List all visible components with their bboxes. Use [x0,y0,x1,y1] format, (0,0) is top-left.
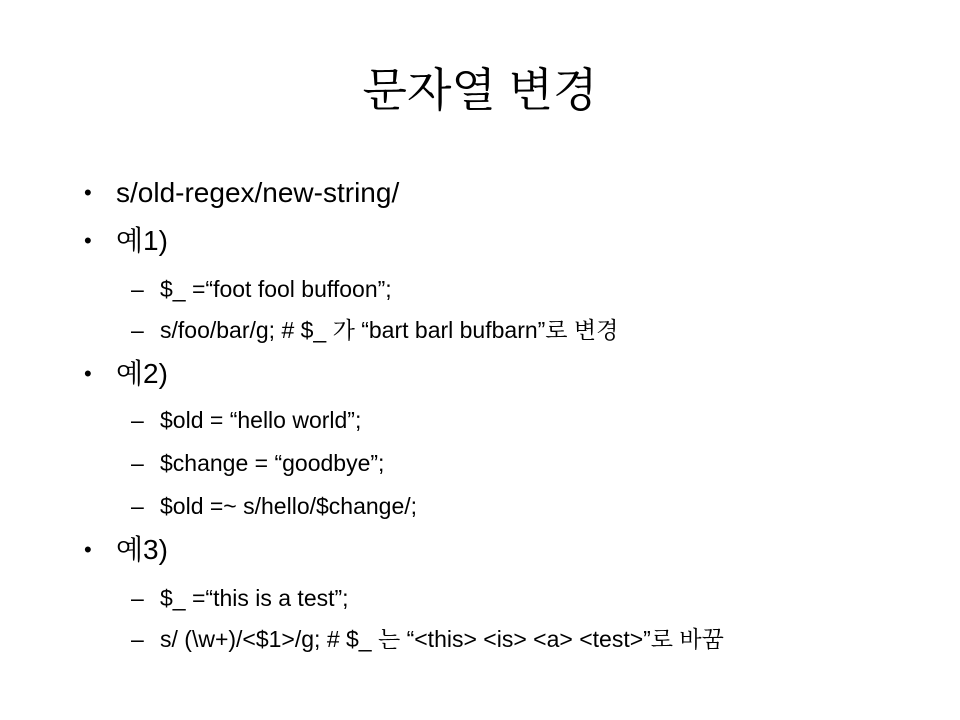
sub-marker: – [131,626,144,652]
sub-text: $_ =“foot fool buffoon”; [160,276,392,302]
bullet-text: 예1) [116,225,168,256]
bullet-marker: • [84,228,92,253]
slide-title: 문자열 변경 [362,64,598,116]
sub-text: $old = “hello world”; [160,407,362,433]
bullet-marker: • [84,361,92,386]
bullet-text: 예2) [116,358,168,389]
sub-marker: – [131,450,144,476]
sub-text: $_ =“this is a test”; [160,585,349,611]
sub-text: $change = “goodbye”; [160,450,385,476]
sub-text: $old =~ s/hello/$change/; [160,493,418,519]
bullet-text: s/old-regex/new-string/ [116,177,400,208]
sub-marker: – [131,585,144,611]
sub-marker: – [131,493,144,519]
sub-marker: – [131,317,144,343]
sub-marker: – [131,407,144,433]
bullet-text: 예3) [116,534,168,565]
sub-text: s/foo/bar/g; # $_ 가 “bart barl bufbarn”로 변경 [160,317,619,343]
bullet-marker: • [84,180,92,205]
sub-marker: – [131,276,144,302]
sub-text: s/ (\w+)/<$1>/g; # $_ 는 “<this> <is> <a> <test>”로 바꿈 [160,626,724,652]
bullet-marker: • [84,537,92,562]
